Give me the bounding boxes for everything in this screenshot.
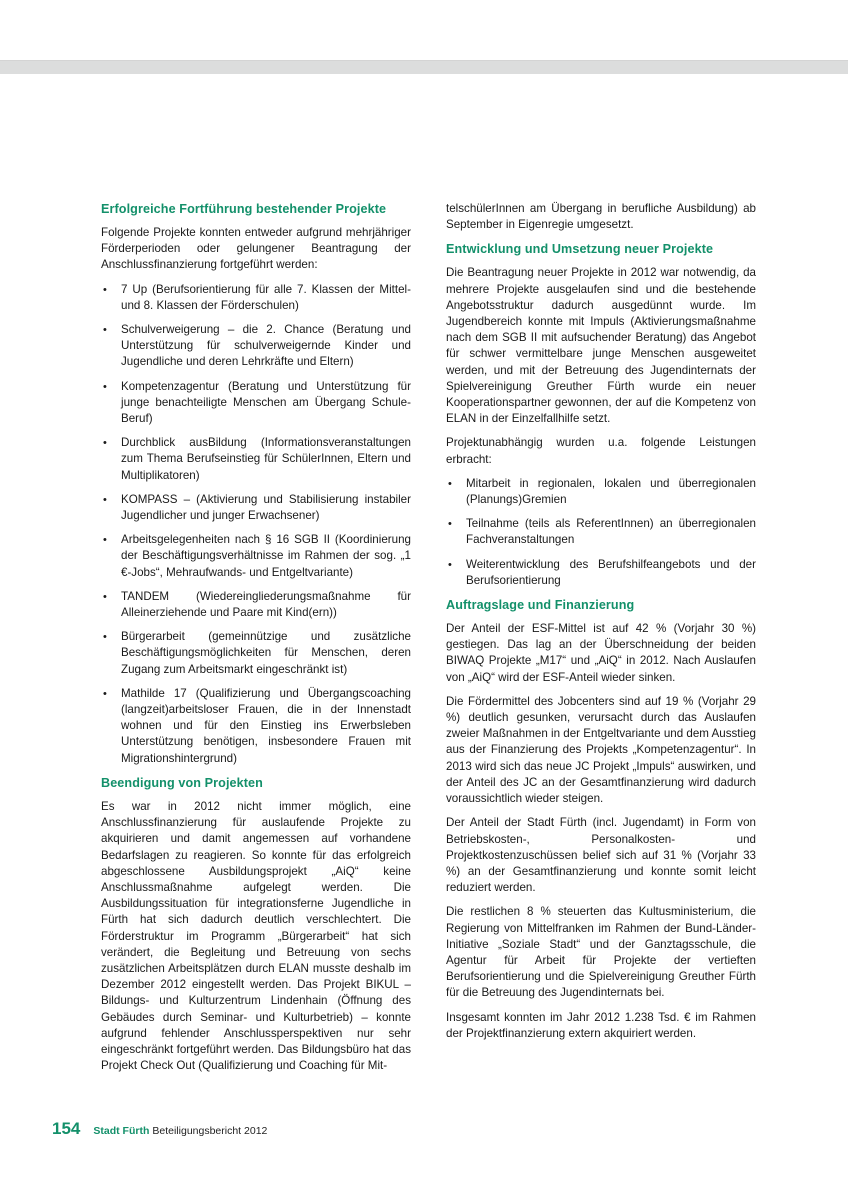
section-heading-new-projects: Entwicklung und Umsetzung neuer Projekte: [446, 242, 714, 257]
header-band: [0, 60, 848, 74]
list-item: • Mitarbeit in regionalen, lokalen und überregionalen (Planungs)Gremien: [448, 476, 756, 507]
section-heading-continued-projects: Erfolgreiche Fortführung bestehender Projekte: [101, 202, 387, 216]
left-column: [101, 201, 411, 1082]
list-item: • Mathilde 17 (Qualifizierung und Übergangscoaching (langzeit)arbeitsloser Frauen, die in der Innenstadt wohnen und für den Einstieg ins Erwerbsleben Unterstützung benötigen, insbesondere Frauen mit Migrationshintergrund): [103, 686, 411, 765]
bullet-icon: •: [103, 590, 107, 603]
section-heading-ended-projects: Beendigung von Projekten: [101, 775, 263, 790]
paragraph: Die restlichen 8 % steuerten das Kultusministerium, die Regierung von Mittelfranken im Rahmen der Bund-Länder-Initiative „Soziale Stadt“ und der Ganztagsschule, die Agentur für Arbeit für Projekte der vertieften Berufsorientierung und die Spielvereinigung Greuther Fürth für die Betreuung des Jugendinternats bei.: [446, 905, 756, 1000]
services-list: [446, 476, 756, 589]
paragraph: Die Beantragung neuer Projekte in 2012 war notwendig, da mehrere Projekte ausgelaufen sind und die bestehende Angebotsstruktur dadurch ausgedünnt wurde. Im Jugendbereich konnte mit Impuls (Aktivierungsmaßnahme nach dem SGB II mit aufsuchender Beratung) das Angebot für schwer vermittelbare junge Menschen ausgeweitet werden, und mit der Betreuung des Jugendinternats der Spielvereinigung Greuther Fürth wurde ein neuer Kooperationspartner gewonnen, der auf die Kompetenz von ELAN in der Einzelfallhilfe setzt.: [446, 266, 756, 426]
list-item: • 7 Up (Berufsorientierung für alle 7. Klassen der Mittel- und 8. Klassen der Förderschulen): [103, 282, 411, 312]
section-heading-financing: Auftragslage und Finanzierung: [446, 598, 635, 613]
paragraph-continuation: telschülerInnen am Übergang in berufliche Ausbildung) ab September in Eigenregie umgesetzt.: [446, 202, 756, 232]
bullet-icon: •: [103, 687, 107, 700]
page-number: 154: [52, 1119, 81, 1138]
bullet-icon: •: [448, 518, 452, 531]
bullet-icon: •: [103, 283, 107, 296]
paragraph: Projektunabhängig wurden u.a. folgende Leistungen erbracht:: [446, 436, 756, 466]
list-item: • KOMPASS – (Aktivierung und Stabilisierung instabiler Jugendlicher und junger Erwachsener): [103, 492, 411, 523]
paragraph: Der Anteil der ESF-Mittel ist auf 42 % (Vorjahr 30 %) gestiegen. Das lag an der Überschneidung der beiden BIWAQ Projekte „M17“ und „AiQ“ in 2012. Nach Auslaufen von „AiQ“ wird der ESF-Anteil wieder sinken.: [446, 622, 756, 684]
list-item: • Weiterentwicklung des Berufshilfeangebots und der Berufsorientierung: [448, 557, 756, 587]
list-item: • Teilnahme (teils als ReferentInnen) an überregionalen Fachveranstaltungen: [448, 517, 756, 547]
bullet-icon: •: [103, 324, 107, 337]
continued-projects-list: [101, 282, 411, 767]
paragraph: Die Fördermittel des Jobcenters sind auf 19 % (Vorjahr 29 %) deutlich gesunken, verursacht durch das Auslaufen zweier Maßnahmen in der Entgeltvariante und dem Ausstieg aus der Finanzierung des Projekts „Kompetenzagentur“. In 2013 wird sich das neue JC Projekt „Impuls“ auswirken, und der Anteil des JC an der Gesamtfinanzierung wird dadurch voraussichtlich wieder steigen.: [446, 694, 756, 806]
footer-document-title: Beteiligungsbericht 2012: [152, 1125, 268, 1137]
bullet-icon: •: [103, 380, 107, 393]
footer-brand: Stadt Fürth: [93, 1125, 150, 1137]
list-item: • Schulverweigerung – die 2. Chance (Beratung und Unterstützung für schulverweigernde Kinder und Jugendliche und deren Lehrkräfte und Eltern): [103, 323, 411, 369]
list-item: • Durchblick ausBildung (Informationsveranstaltungen zum Thema Berufseinstieg für SchülerInnen, Eltern und Multiplikatoren): [103, 436, 411, 482]
bullet-icon: •: [103, 493, 107, 506]
list-item: • Bürgerarbeit (gemeinnützige und zusätzliche Beschäftigungsmöglichkeiten für Menschen, deren Zugang zum Arbeitsmarkt eingeschränkt ist): [103, 630, 411, 676]
page-footer: [52, 1119, 267, 1139]
paragraph: Insgesamt konnten im Jahr 2012 1.238 Tsd. € im Rahmen der Projektfinanzierung extern akquiriert werden.: [446, 1010, 756, 1040]
bullet-icon: •: [448, 558, 452, 571]
list-item: • TANDEM (Wiedereingliederungsmaßnahme für Alleinerziehende und Paare mit Kind(ern)): [103, 589, 411, 620]
right-column: [446, 201, 756, 1050]
bullet-icon: •: [103, 631, 107, 644]
list-item: • Kompetenzagentur (Beratung und Unterstützung für junge benachteiligte Menschen am Übergang Schule-Beruf): [103, 379, 411, 426]
bullet-icon: •: [103, 437, 107, 450]
list-item: • Arbeitsgelegenheiten nach § 16 SGB II (Koordinierung der Beschäftigungsverhältnisse im Rahmen der sog. „1 €-Jobs“, Mehraufwands- und Entgeltvariante): [103, 533, 411, 579]
paragraph: Folgende Projekte konnten entweder aufgrund mehrjähriger Förderperioden oder gelungener Beantragung der Anschlussfinanzierung fortgeführt werden:: [101, 226, 411, 272]
bullet-icon: •: [448, 477, 452, 490]
bullet-icon: •: [103, 534, 107, 547]
paragraph: Der Anteil der Stadt Fürth (incl. Jugendamt) in Form von Betriebskosten-, Personalkosten- und Projektkostenzuschüssen belief sich auf 31 % (Vorjahr 33 %) an der Gesamtfinanzierung und konnte somit leicht reduziert werden.: [446, 816, 756, 895]
paragraph: Es war in 2012 nicht immer möglich, eine Anschlussfinanzierung für auslaufende Projekte zu akquirieren und damit angemessen auf vorhandene Bedarfslagen zu reagieren. So konnte für das erfolgreich abgeschlossene Ausbildungsprojekt „AiQ“ keine Anschlussmaßnahme aufgelegt werden. Die Ausbildungssituation für integrationsferne Jugendliche in Fürth hat sich dadurch deutlich verschlechtert. Die Förderstruktur im Programm „Bürgerarbeit“ hat sich verändert, die Begleitung und Betreuung von sechs zusätzlichen Arbeitsplätzen durch ELAN musste deshalb im Dezember 2012 eingestellt werden. Das Projekt BIKUL – Bildungs- und Kulturzentrum Lindenhain (Öffnung des Gebäudes durch Seminar- und Kulturbetrieb) – konnte aufgrund fehlender Anschlussperspektiven nur sehr eingeschränkt fortgeführt werden. Das Bildungsbüro hat das Projekt Check Out (Qualifizierung und Coaching für Mit-: [101, 799, 411, 1073]
